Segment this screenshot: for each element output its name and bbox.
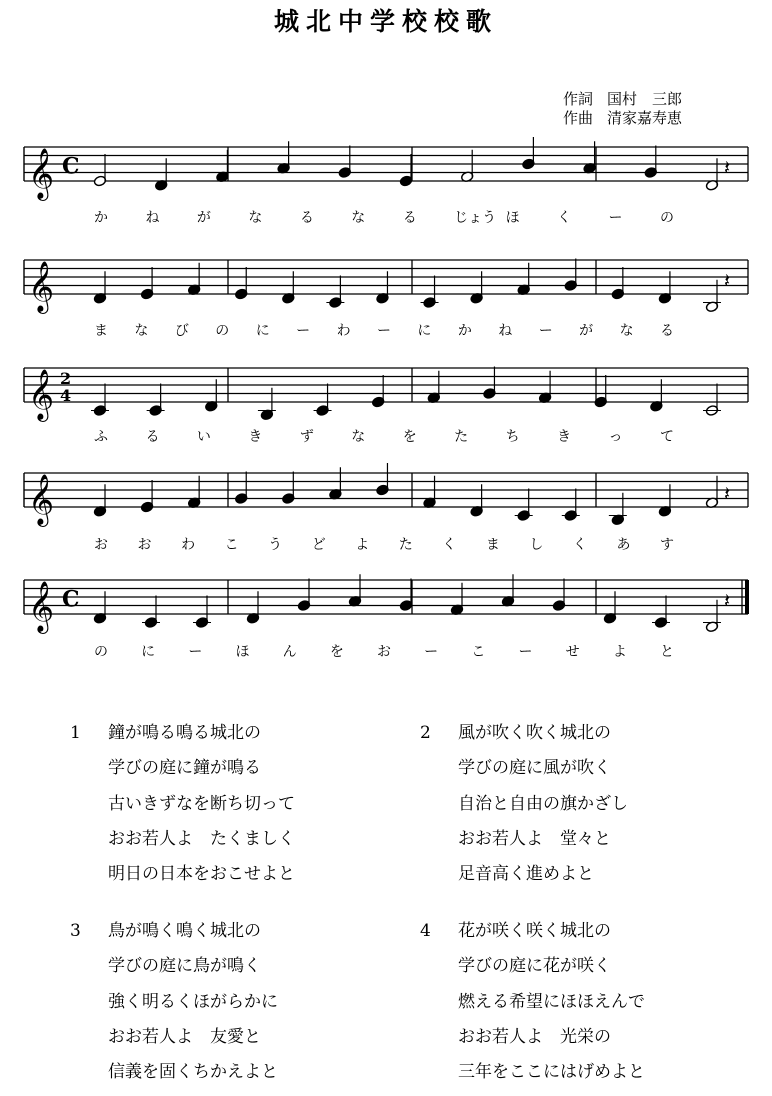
lyric-syllable: ま: [485, 537, 500, 553]
lyric-syllable: ー: [296, 323, 311, 339]
lyric-syllable: の: [94, 644, 108, 660]
verse-line: 三年をここにはげめよと: [458, 1062, 645, 1083]
verse-line: 学びの庭に鐘が鳴る: [108, 758, 261, 779]
lyric-syllable: ー: [188, 644, 203, 660]
lyric-syllable: ね: [145, 210, 160, 226]
time-signature-numerator: 2: [60, 369, 72, 388]
verse-line: 風が吹く吹く城北の: [458, 723, 611, 743]
treble-clef-icon: 𝄞: [28, 261, 55, 312]
lyric-syllable: ー: [424, 644, 439, 660]
lyric-syllable: な: [248, 210, 263, 226]
lyric-syllable: し: [529, 537, 544, 553]
verse-line: おお若人よ たくましく: [108, 828, 295, 849]
lyric-syllable: な: [619, 323, 634, 339]
lyric-syllable: い: [196, 429, 211, 445]
lyric-syllable: た: [398, 537, 413, 553]
verse-line: おお若人よ 堂々と: [458, 828, 611, 849]
staff-system: [24, 137, 748, 226]
verse-number: 1: [70, 723, 81, 743]
lyric-syllable: く: [572, 537, 587, 553]
lyric-syllable: き: [557, 429, 572, 445]
lyric-syllable: る: [299, 210, 314, 226]
lyricist-name: 国村 三郎: [607, 90, 683, 108]
lyric-syllable: き: [248, 429, 263, 445]
lyric-syllable: か: [457, 323, 472, 339]
lyric-syllable: お: [377, 644, 391, 660]
lyricist-role: 作詞: [563, 90, 594, 108]
staff-system: [24, 259, 748, 340]
lyric-syllable: の: [660, 210, 674, 226]
lyric-syllable: を: [402, 429, 417, 445]
lyric-syllable: の: [215, 323, 230, 339]
lyric-syllable: っ: [608, 429, 623, 445]
composer-name: 清家嘉寿恵: [607, 109, 683, 127]
lyric-syllable: る: [145, 429, 160, 445]
lyric-syllable: す: [660, 537, 674, 553]
lyric-syllable: ー: [538, 323, 553, 339]
quarter-rest-icon: 𝄽: [724, 588, 731, 613]
lyric-syllable: ど: [311, 537, 326, 553]
lyric-syllable: た: [454, 429, 469, 445]
lyric-syllable: る: [402, 210, 417, 226]
quarter-rest-icon: 𝄽: [724, 268, 731, 293]
verse-number: 3: [70, 921, 81, 941]
verse-line: 足音高く進めよと: [458, 864, 594, 885]
quarter-rest-icon: 𝄽: [724, 481, 731, 506]
verse-line: 古いきずなを断ち切って: [108, 793, 295, 814]
lyric-syllable: こ: [471, 644, 486, 660]
lyric-syllable: ま: [94, 323, 108, 339]
lyric-syllable: か: [94, 210, 108, 226]
lyric-syllable: ね: [498, 323, 513, 339]
lyric-syllable: せ: [565, 644, 580, 660]
verse-line: 花が咲く咲く城北の: [458, 921, 611, 941]
lyric-syllable: に: [417, 323, 432, 339]
verse-line: 自治と自由の旗かざし: [458, 793, 628, 814]
verse-line: 学びの庭に鳥が鳴く: [108, 956, 261, 977]
lyric-syllable: と: [660, 644, 674, 660]
verse-number: 2: [420, 723, 431, 743]
lyric-syllable: な: [134, 323, 149, 339]
lyric-syllable: よ: [355, 537, 370, 553]
lyric-syllable: ー: [608, 210, 623, 226]
treble-clef-icon: 𝄞: [28, 369, 55, 420]
lyric-syllable: よ: [612, 644, 627, 660]
verse-number: 4: [420, 921, 431, 941]
lyric-syllable: う: [268, 537, 283, 553]
time-signature-denominator: 4: [60, 386, 72, 405]
treble-clef-icon: 𝄞: [28, 474, 55, 525]
treble-clef-icon: 𝄞: [28, 148, 55, 199]
staff-system: [24, 367, 748, 446]
lyric-syllable: ー: [518, 644, 533, 660]
lyric-syllable: わ: [181, 537, 196, 553]
verse-line: おお若人よ 光栄の: [458, 1026, 611, 1047]
verse-line: 鳥が鳴く鳴く城北の: [108, 921, 261, 941]
time-signature: C: [62, 153, 80, 180]
composer-role: 作曲: [563, 109, 594, 127]
time-signature: C: [62, 586, 80, 613]
lyric-syllable: な: [351, 429, 366, 445]
lyric-syllable: ほ: [505, 210, 520, 226]
verse-line: 学びの庭に風が吹く: [458, 758, 611, 779]
lyric-syllable: を: [329, 644, 344, 660]
lyric-syllable: く: [442, 537, 457, 553]
verse-line: おお若人よ 友愛と: [108, 1026, 261, 1047]
staff-system: [24, 463, 748, 553]
verse-line: 学びの庭に花が咲く: [458, 956, 611, 977]
lyric-syllable: わ: [336, 323, 351, 339]
verse-line: 強く明るくほがらかに: [108, 991, 278, 1012]
lyric-syllable: ー: [377, 323, 391, 339]
lyric-syllable: く: [557, 210, 572, 226]
lyric-syllable: ち: [505, 429, 520, 445]
lyric-syllable: ん: [282, 644, 297, 660]
lyric-syllable: こ: [224, 537, 239, 553]
lyric-syllable: が: [196, 210, 211, 226]
lyric-syllable: あ: [616, 537, 631, 553]
verse-line: 燃える希望にほほえんで: [458, 991, 645, 1012]
lyric-syllable: に: [255, 323, 270, 339]
lyric-syllable: じょう: [454, 210, 497, 226]
lyric-syllable: お: [94, 537, 108, 553]
verse-line: 明日の日本をおこせよと: [108, 864, 295, 885]
lyric-syllable: び: [174, 323, 189, 339]
verse-line: 鐘が鳴る鳴る城北の: [108, 723, 261, 743]
quarter-rest-icon: 𝄽: [724, 155, 731, 180]
lyric-syllable: ほ: [235, 644, 250, 660]
lyric-syllable: て: [660, 429, 674, 445]
verse-line: 信義を固くちかえよと: [108, 1062, 278, 1083]
lyric-syllable: が: [579, 323, 594, 339]
lyric-syllable: お: [137, 537, 152, 553]
lyric-syllable: な: [351, 210, 366, 226]
lyric-syllable: ず: [299, 429, 314, 445]
treble-clef-icon: 𝄞: [28, 581, 55, 632]
staff-system: [24, 574, 749, 660]
lyric-syllable: ふ: [94, 429, 108, 445]
lyric-syllable: に: [141, 644, 156, 660]
lyric-syllable: る: [660, 323, 674, 339]
final-bar-thick: [745, 580, 749, 614]
song-title: 城北中学校校歌: [273, 7, 498, 36]
